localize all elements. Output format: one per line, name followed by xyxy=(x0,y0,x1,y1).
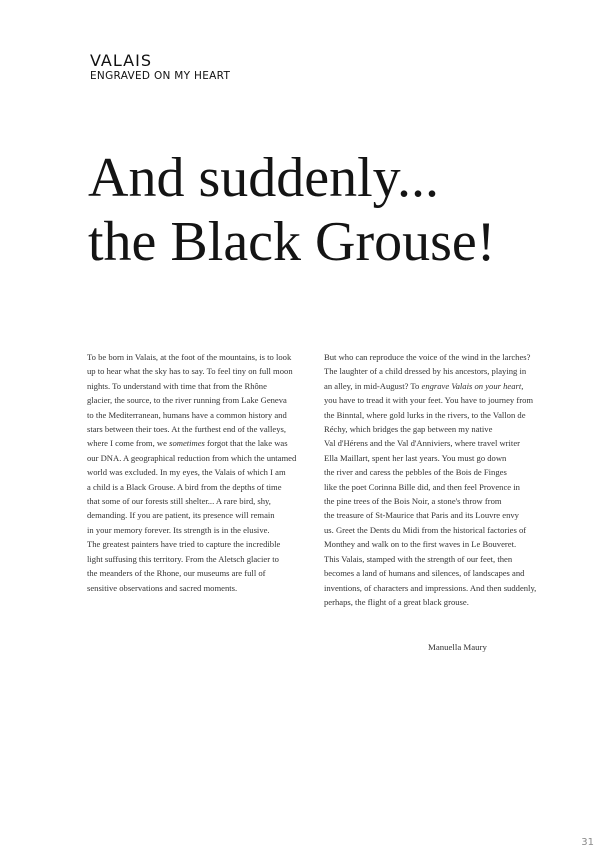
body-text: forgot that the lake was xyxy=(204,438,288,449)
body-line: the treasure of St-Maurice that Paris and its Louvre envy xyxy=(324,510,519,521)
body-line: the river and caress the pebbles of the Bois de Finges xyxy=(324,467,507,478)
body-text: an alley, in mid-August? To xyxy=(324,380,422,391)
body-line: world was excluded. In my eyes, the Valais of which I am xyxy=(87,467,286,478)
body-line xyxy=(324,379,556,393)
body-line: the meanders of the Rhone, our museums are full of xyxy=(87,568,266,579)
body-line xyxy=(87,436,319,450)
body-line: that some of our forests still shelter... A rare bird, shy, xyxy=(87,496,271,507)
body-line: Ella Maillart, spent her last years. You must go down xyxy=(324,452,507,463)
body-line: perhaps, the flight of a great black grouse. xyxy=(324,596,469,607)
body-line: like the poet Corinna Bille did, and then feel Provence in xyxy=(324,481,520,492)
body-line: our DNA. A geographical reduction from which the untamed xyxy=(87,452,297,463)
emphasis-text: sometimes xyxy=(169,438,205,449)
body-text: , xyxy=(521,380,524,391)
author-signature: Manuella Maury xyxy=(428,642,487,652)
page-number: 31 xyxy=(581,837,594,848)
emphasis-text: engrave Valais on your heart xyxy=(421,380,522,391)
body-line: us. Greet the Dents du Midi from the historical factories of xyxy=(324,524,527,535)
body-line: the pine trees of the Bois Noir, a stone's throw from xyxy=(324,496,502,507)
body-line: Monthey and walk on to the first waves in Le Bouveret. xyxy=(324,539,517,550)
body-line: up to hear what the sky has to say. To feel tiny on full moon xyxy=(87,366,293,377)
body-line: This Valais, stamped with the strength of our feet, then xyxy=(324,553,513,564)
body-text: where I come from, we xyxy=(87,438,170,449)
body-column-left xyxy=(87,350,319,595)
body-line: The laughter of a child dressed by his ancestors, playing in xyxy=(324,366,527,377)
headline-line-1: And suddenly... xyxy=(88,147,440,209)
body-line: light suffusing this territory. From the Aletsch glacier to xyxy=(87,553,279,564)
body-line: The greatest painters have tried to capture the incredible xyxy=(87,539,281,550)
body-line: stars between their toes. At the furthest end of the valleys, xyxy=(87,424,287,435)
headline-line-2: the Black Grouse! xyxy=(88,211,496,273)
body-line: a child is a Black Grouse. A bird from the depths of time xyxy=(87,481,282,492)
section-title: VALAIS xyxy=(90,51,152,70)
body-line: inventions, of characters and impressions. And then suddenly, xyxy=(324,582,537,593)
body-line: in your memory forever. Its strength is in the elusive. xyxy=(87,524,270,535)
body-line: To be born in Valais, at the foot of the mountains, is to look xyxy=(87,352,292,362)
section-subtitle: ENGRAVED ON MY HEART xyxy=(90,70,231,82)
body-line: But who can reproduce the voice of the wind in the larches? xyxy=(324,352,531,362)
body-line: sensitive observations and sacred moments. xyxy=(87,582,238,593)
body-line: nights. To understand with time that from the Rhône xyxy=(87,380,267,391)
body-line: the Binntal, where gold lurks in the rivers, to the Vallon de xyxy=(324,409,526,420)
body-line: you have to tread it with your feet. You have to journey from xyxy=(324,395,534,406)
article-headline xyxy=(88,146,558,274)
section-header xyxy=(90,52,230,83)
body-line: Réchy, which bridges the gap between my native xyxy=(324,424,493,435)
body-line: becomes a land of humans and silences, of landscapes and xyxy=(324,568,525,579)
body-line: glacier, the source, to the river running from Lake Geneva xyxy=(87,395,287,406)
body-line: to the Mediterranean, humans have a common history and xyxy=(87,409,287,420)
body-line: demanding. If you are patient, its presence will remain xyxy=(87,510,275,521)
body-column-right xyxy=(324,350,556,609)
body-line: Val d'Hérens and the Val d'Anniviers, where travel writer xyxy=(324,438,520,449)
